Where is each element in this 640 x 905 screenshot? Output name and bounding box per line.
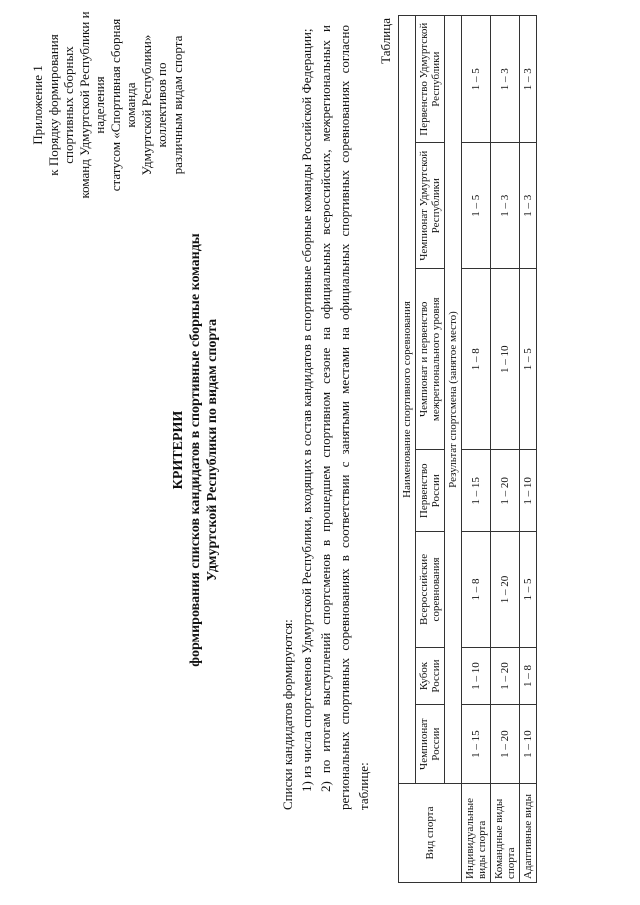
table-cell: 1 – 20	[491, 450, 520, 532]
table-cell: 1 – 15	[462, 705, 491, 784]
appendix-line: статусом «Спортивная сборная команда	[107, 18, 138, 192]
paragraph-item-1: 1) из числа спортсменов Удмуртской Республики, входящих в состав кандидатов в спортивные сборные команды Российской Федерации;	[299, 28, 314, 792]
title-line-2: формирования списков кандидатов в спортивные сборные команды	[188, 233, 203, 667]
table-cell: 1 – 5	[520, 532, 537, 648]
table-header-row	[445, 16, 462, 883]
body-text	[278, 25, 373, 810]
appendix-line: Приложение 1	[30, 65, 45, 145]
table-cell-sport: Командные виды спорта	[491, 784, 520, 883]
table-cell: 1 – 10	[520, 450, 537, 532]
header-column: Первенство России	[416, 450, 445, 532]
table-cell: 1 – 3	[491, 16, 520, 143]
appendix-line: к Порядку формирования спортивных сборных	[45, 34, 76, 176]
table-cell: 1 – 5	[462, 143, 491, 269]
title-line-1: КРИТЕРИИ	[171, 410, 186, 490]
table-cell: 1 – 20	[491, 647, 520, 705]
table-cell: 1 – 20	[491, 532, 520, 648]
table-cell: 1 – 5	[520, 269, 537, 450]
table-header-row	[399, 16, 416, 883]
header-column: Чемпионат Удмуртской Республики	[416, 143, 445, 269]
table-cell: 1 – 15	[462, 450, 491, 532]
header-column: Чемпионат России	[416, 705, 445, 784]
document-title	[170, 105, 221, 795]
paragraph-item-2: 2) по итогам выступлений спортсменов в прошедшем спортивном сезоне на официальных всероссийских, межрегиональных и региональных спортивных соревнованиях в соответствии с занятыми местами на официальных спортивных соревнованиях согласно таблице:	[318, 25, 371, 810]
appendix-line: различным видам спорта	[169, 35, 185, 175]
header-sport: Вид спорта	[399, 784, 462, 883]
header-result: Результат спортсмена (занятое место)	[445, 16, 462, 784]
table-cell: 1 – 8	[462, 269, 491, 450]
table-row	[462, 16, 491, 883]
header-column: Кубок России	[416, 647, 445, 705]
table-cell: 1 – 3	[520, 143, 537, 269]
intro-paragraph: Списки кандидатов формируются:	[280, 619, 295, 810]
header-column: Всероссийские соревнования	[416, 532, 445, 648]
appendix-block	[30, 10, 185, 200]
appendix-line: команд Удмуртской Республики и наделения	[76, 11, 107, 199]
table-cell: 1 – 3	[520, 16, 537, 143]
table-label: Таблица	[378, 18, 393, 64]
table-cell-sport: Адаптивные виды	[520, 784, 537, 883]
table-row	[491, 16, 520, 883]
table-cell: 1 – 8	[520, 647, 537, 705]
appendix-line: Удмуртской Республики» коллективов по	[138, 34, 169, 176]
table-cell-sport: Индивидуальные виды спорта	[462, 784, 491, 883]
criteria-table	[398, 15, 537, 883]
table-cell: 1 – 8	[462, 532, 491, 648]
header-column: Первенство Удмуртской Республики	[416, 16, 445, 143]
header-column: Чемпионат и первенство межрегионального уровня	[416, 269, 445, 450]
table-row	[520, 16, 537, 883]
table-header-row	[416, 16, 445, 883]
header-competition-name: Наименование спортивного соревнования	[399, 16, 416, 784]
table-cell: 1 – 10	[491, 269, 520, 450]
table-cell: 1 – 10	[462, 647, 491, 705]
table-cell: 1 – 5	[462, 16, 491, 143]
title-line-3: Удмуртской Республики по видам спорта	[205, 318, 220, 582]
table-cell: 1 – 3	[491, 143, 520, 269]
table-cell: 1 – 10	[520, 705, 537, 784]
table-cell: 1 – 20	[491, 705, 520, 784]
